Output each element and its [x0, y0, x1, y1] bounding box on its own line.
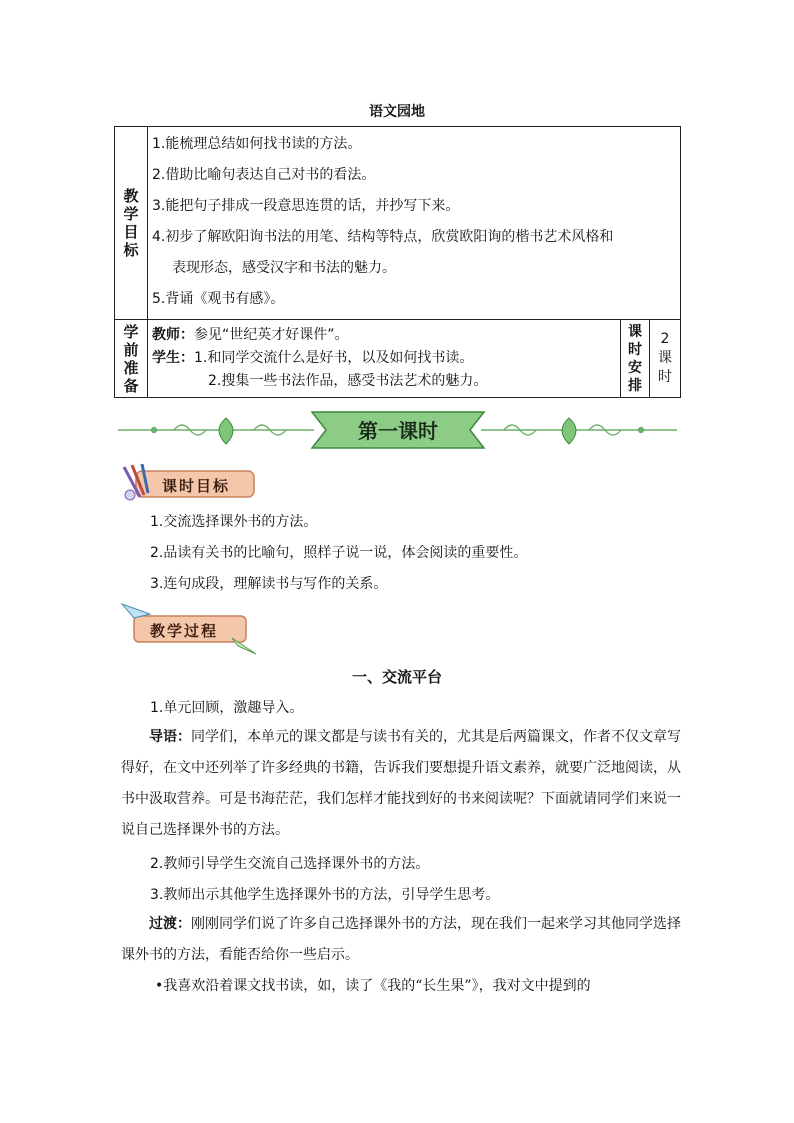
- transition-paragraph: [121, 909, 681, 971]
- process-badge: [120, 600, 260, 656]
- lesson-goal-item: 2.品读有关书的比喻句，照样子说一说，体会阅读的重要性。: [150, 545, 528, 561]
- intro-text: 同学们，本单元的课文都是与读书有关的，尤其是后两篇课文，作者不仅文章写得好，在文中还列举了许多经典的书籍，告诉我们要想提升语文素养，就要广泛地阅读，从书中汲取营养。可是书海茫茫，我们怎样才能找到好的书来阅读呢？下面就请同学们来说一说自己选择课外书的方法。: [121, 729, 681, 838]
- schedule-value: [650, 320, 681, 398]
- schedule-header: [621, 320, 650, 398]
- goal-item: 5.背诵《观书有感》。: [152, 291, 285, 307]
- lesson-goal-item: 3.连句成段，理解读书与写作的关系。: [150, 576, 388, 592]
- banner-label: 第一课时: [358, 419, 438, 443]
- lesson-goals-badge-text: 课时目标: [162, 477, 231, 495]
- step-2: 2.教师引导学生交流自己选择课外书的方法。: [150, 856, 430, 872]
- student-text: 1.和同学交流什么是好书，以及如何找书读。: [194, 350, 474, 366]
- process-badge-text: 教学过程: [150, 622, 219, 640]
- transition-label: 过渡：: [149, 916, 191, 932]
- prep-cell: [148, 320, 621, 398]
- goals-header: [115, 127, 148, 320]
- goal-item-continued: 表现形态，感受汉字和书法的魅力。: [172, 260, 396, 276]
- section-title: 一、交流平台: [351, 668, 442, 686]
- step-1: 1.单元回顾，激趣导入。: [150, 700, 304, 716]
- goals-row: [115, 127, 681, 320]
- goals-cell: [148, 127, 681, 320]
- student-label: 学生：: [152, 350, 194, 366]
- goal-item: 1.能梳理总结如何找书读的方法。: [152, 136, 362, 152]
- student-text-2: 2.搜集一些书法作品，感受书法艺术的魅力。: [208, 373, 488, 389]
- leaf-icon: [562, 418, 576, 444]
- leaf-icon: [219, 418, 233, 444]
- vine-right-decoration: [481, 425, 677, 435]
- vine-left-decoration: [118, 425, 314, 435]
- goals-header-text: 教学目标: [123, 187, 139, 259]
- teacher-label: 教师：: [152, 327, 194, 343]
- prep-header-text: 学前准备: [123, 322, 139, 395]
- step-3: 3.教师出示其他学生选择课外书的方法，引导学生思考。: [150, 887, 500, 903]
- intro-label: 导语：: [149, 729, 191, 745]
- intro-paragraph: [121, 722, 681, 846]
- goal-item: 4.初步了解欧阳询书法的用笔、结构等特点，欣赏欧阳询的楷书艺术风格和: [152, 229, 614, 245]
- lesson-banner: [114, 408, 681, 452]
- prep-header: [115, 320, 148, 398]
- goal-item: 3.能把句子排成一段意思连贯的话，并抄写下来。: [152, 198, 460, 214]
- lesson-goal-item: 1.交流选择课外书的方法。: [150, 514, 318, 530]
- goal-item: 2.借助比喻句表达自己对书的看法。: [152, 167, 376, 183]
- schedule-header-text: 课时安排: [628, 323, 642, 394]
- lesson-goals-badge: [118, 463, 258, 503]
- lesson-plan-table: [114, 126, 681, 398]
- transition-text: 刚刚同学们说了许多自己选择课外书的方法，现在我们一起来学习其他同学选择课外书的方法，看能否给你一些启示。: [121, 916, 681, 963]
- schedule-value-text: 2课时: [658, 331, 672, 385]
- bullet-paragraph: •我喜欢沿着课文找书读，如，读了《我的“长生果”》，我对文中提到的: [155, 978, 591, 994]
- page-title: 语文园地: [369, 104, 425, 120]
- prep-row: [115, 320, 681, 398]
- teacher-text: 参见“世纪英才好课件”。: [194, 327, 349, 343]
